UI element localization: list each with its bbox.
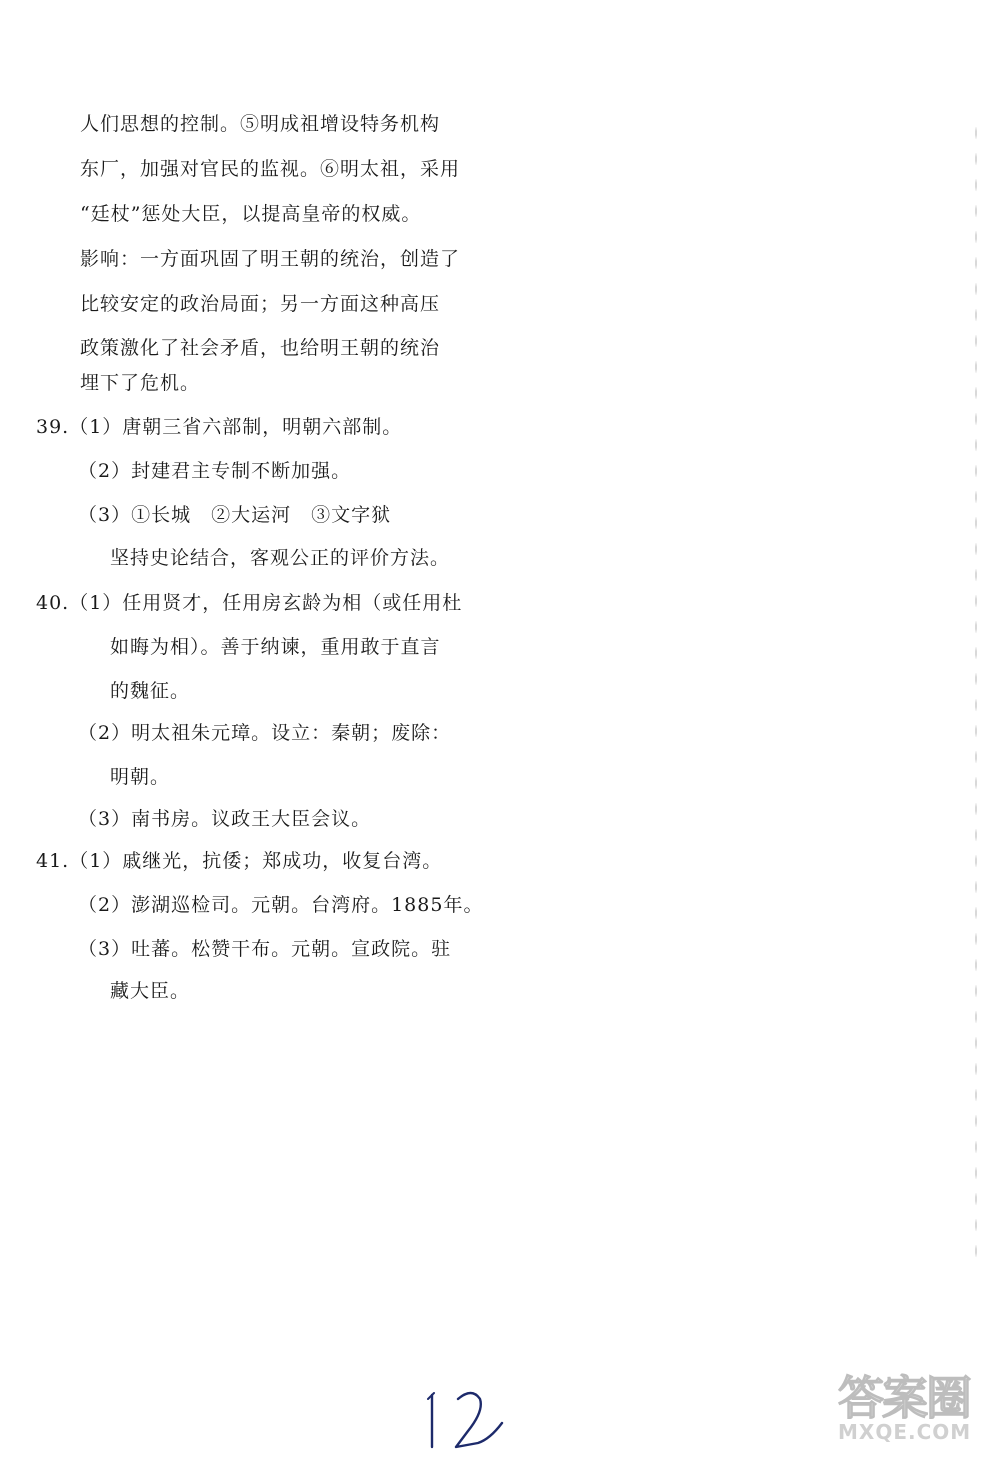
answer-39-part-2: （2）封建君主专制不断加强。: [78, 460, 352, 482]
answer-40-part-2: （2）明太祖朱元璋。设立：秦朝；废除：: [78, 722, 452, 744]
answer-40-part-2-cont: 明朝。: [110, 766, 171, 788]
text-line-6: 政策激化了社会矛盾，也给明王朝的统治: [80, 337, 441, 359]
watermark-url-text: MXQE.COM: [838, 1420, 972, 1444]
answer-40-part-1-cont-2: 的魏征。: [110, 680, 191, 702]
answer-41-part-3-cont: 藏大臣。: [110, 980, 191, 1002]
answer-39-part-3: （3）①长城 ②大运河 ③文字狱: [78, 504, 392, 526]
text-line-1: 人们思想的控制。⑤明成祖增设特务机构: [80, 113, 441, 135]
watermark-logo: [838, 1362, 990, 1458]
answer-39-part-1: 39.（1）唐朝三省六部制，明朝六部制。: [36, 416, 403, 438]
answer-39-part-3-cont: 坚持史论结合，客观公正的评价方法。: [110, 547, 451, 569]
text-line-2: 东厂，加强对官民的监视。⑥明太祖，采用: [80, 158, 461, 180]
text-line-5: 比较安定的政治局面；另一方面这种高压: [80, 293, 441, 315]
answer-41-part-3: （3）吐蕃。松赞干布。元朝。宣政院。驻: [78, 938, 452, 960]
answer-41-part-2: （2）澎湖巡检司。元朝。台湾府。1885年。: [78, 894, 484, 916]
answer-40-part-3: （3）南书房。议政王大臣会议。: [78, 808, 372, 830]
scan-edge-dots: [974, 120, 978, 1270]
watermark-main-text: 答案圈: [838, 1371, 970, 1425]
answer-40-part-1: 40.（1）任用贤才，任用房玄龄为相（或任用杜: [36, 592, 463, 614]
text-line-7: 埋下了危机。: [80, 372, 201, 394]
text-line-4: 影响：一方面巩固了明王朝的统治，创造了: [80, 248, 461, 270]
handwritten-page-number: [420, 1385, 510, 1455]
text-line-3: “廷杖”惩处大臣，以提高皇帝的权威。: [80, 203, 422, 225]
answer-40-part-1-cont-1: 如晦为相）。善于纳谏，重用敢于直言: [110, 636, 441, 658]
answer-41-part-1: 41.（1）戚继光，抗倭；郑成功，收复台湾。: [36, 850, 443, 872]
